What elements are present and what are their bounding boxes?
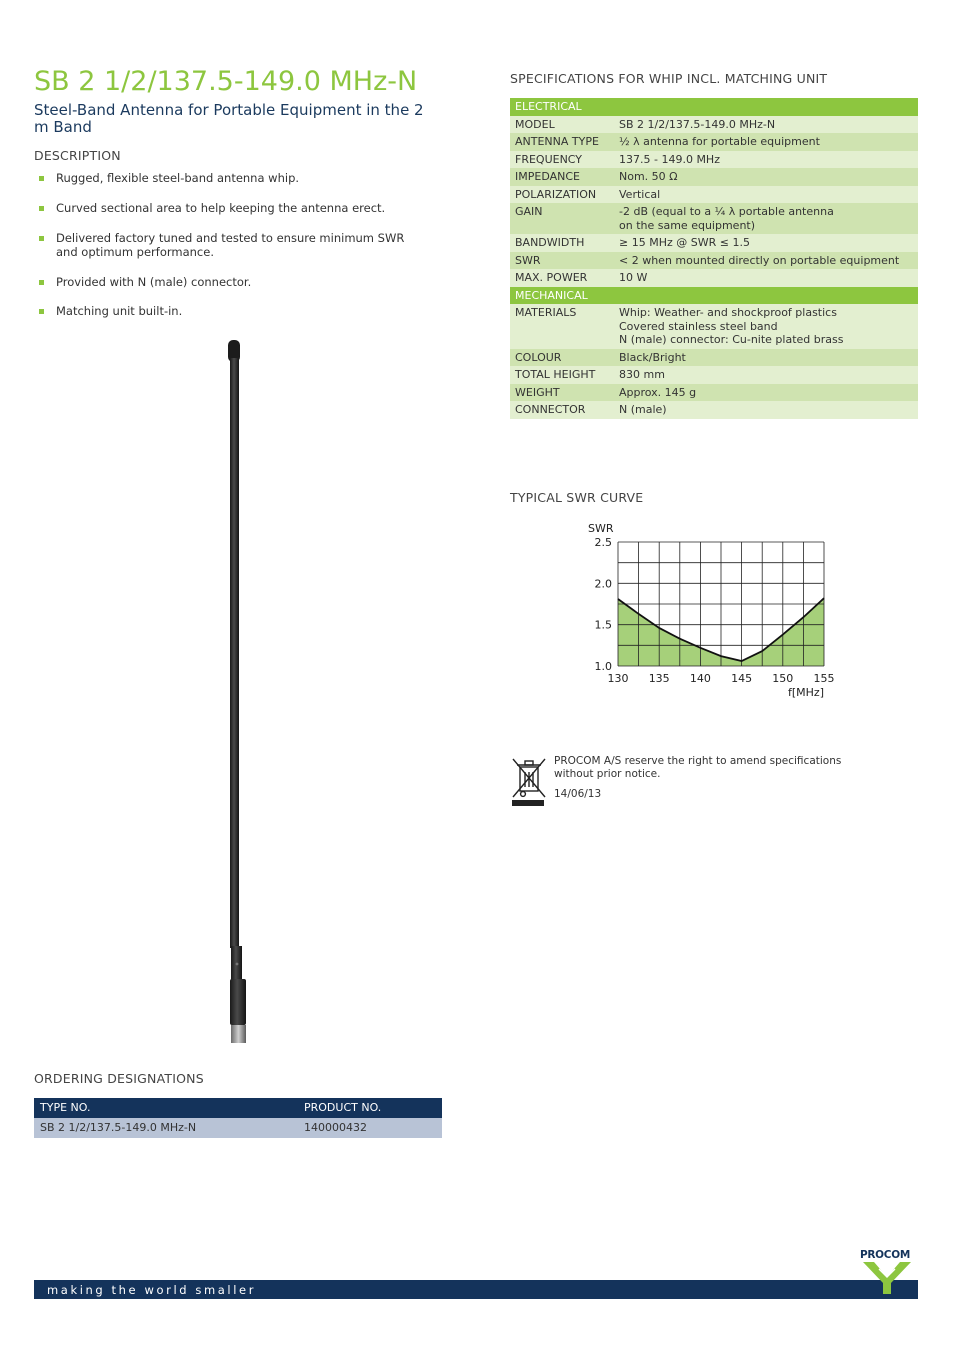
x-tick-label: 130 xyxy=(607,672,629,685)
specs-table xyxy=(510,98,918,419)
spec-value: 137.5 - 149.0 MHz xyxy=(614,151,918,169)
table-row xyxy=(510,234,918,252)
brand-logo-text: PROCOM xyxy=(860,1249,910,1261)
description-heading: DESCRIPTION xyxy=(34,148,121,163)
procom-logo-icon xyxy=(862,1261,912,1295)
table-row xyxy=(510,401,918,419)
page-subtitle: Steel-Band Antenna for Portable Equipment in the 2 m Band xyxy=(34,101,424,136)
ordering-table xyxy=(34,1098,442,1138)
spec-value: Approx. 145 g xyxy=(614,384,918,402)
spec-label: BANDWIDTH xyxy=(510,234,614,252)
column-header-product: PRODUCT NO. xyxy=(298,1098,442,1118)
spec-value: Black/Bright xyxy=(614,349,918,367)
spec-section-header xyxy=(510,287,918,305)
x-tick-label: 135 xyxy=(648,672,670,685)
notice-text: PROCOM A/S reserve the right to amend specifications without prior notice. xyxy=(554,755,842,780)
list-item: Matching unit built-in. xyxy=(38,304,418,318)
spec-value: Whip: Weather- and shockproof plastics Covered stainless steel band N (male) connector: Cu-nite plated brass xyxy=(614,304,918,349)
product-no-cell: 140000432 xyxy=(298,1118,442,1138)
table-row xyxy=(34,1118,442,1138)
table-row xyxy=(510,133,918,151)
spec-value: ≥ 15 MHz @ SWR ≤ 1.5 xyxy=(614,234,918,252)
spec-label: MAX. POWER xyxy=(510,269,614,287)
description-list xyxy=(38,171,418,318)
y-tick-label: 1.0 xyxy=(594,660,612,673)
table-row xyxy=(510,304,918,349)
spec-value: < 2 when mounted directly on portable equipment xyxy=(614,252,918,270)
spec-label: TOTAL HEIGHT xyxy=(510,366,614,384)
swr-chart xyxy=(580,518,850,706)
spec-value: Nom. 50 Ω xyxy=(614,168,918,186)
antenna-image xyxy=(190,336,290,1048)
spec-value: SB 2 1/2/137.5-149.0 MHz-N xyxy=(614,116,918,134)
spec-value: 830 mm xyxy=(614,366,918,384)
list-item: Delivered factory tuned and tested to ensure minimum SWR and optimum performance. xyxy=(38,231,418,259)
list-item: Curved sectional area to help keeping the antenna erect. xyxy=(38,201,418,215)
spec-section-label: MECHANICAL xyxy=(510,287,918,305)
weee-bin-icon xyxy=(510,755,548,809)
x-axis-label: f[MHz] xyxy=(788,686,824,699)
table-row xyxy=(510,116,918,134)
spec-label: MODEL xyxy=(510,116,614,134)
y-tick-label: 2.5 xyxy=(594,536,612,549)
specs-heading: SPECIFICATIONS FOR WHIP INCL. MATCHING UNIT xyxy=(510,71,828,86)
spec-label: SWR xyxy=(510,252,614,270)
footer-tagline: making the world smaller xyxy=(47,1283,257,1297)
spec-label: IMPEDANCE xyxy=(510,168,614,186)
table-row xyxy=(510,349,918,367)
spec-label: WEIGHT xyxy=(510,384,614,402)
swr-heading: TYPICAL SWR CURVE xyxy=(510,490,644,505)
matching-unit xyxy=(230,979,246,1025)
notice-date: 14/06/13 xyxy=(554,788,602,800)
spec-label: MATERIALS xyxy=(510,304,614,349)
table-row xyxy=(510,168,918,186)
table-row xyxy=(510,366,918,384)
table-row xyxy=(510,384,918,402)
spec-label: COLOUR xyxy=(510,349,614,367)
y-tick-label: 1.5 xyxy=(594,618,612,632)
column-header-type: TYPE NO. xyxy=(34,1098,298,1118)
spec-value: ½ λ antenna for portable equipment xyxy=(614,133,918,151)
list-item: Rugged, flexible steel-band antenna whip. xyxy=(38,171,418,185)
ordering-heading: ORDERING DESIGNATIONS xyxy=(34,1071,204,1086)
x-tick-label: 150 xyxy=(772,672,794,685)
type-no-cell: SB 2 1/2/137.5-149.0 MHz-N xyxy=(34,1118,298,1138)
table-row xyxy=(510,252,918,270)
spec-label: CONNECTOR xyxy=(510,401,614,419)
n-connector xyxy=(231,1025,246,1043)
spec-section-label: ELECTRICAL xyxy=(510,98,918,116)
spec-label: POLARIZATION xyxy=(510,186,614,204)
spec-label: GAIN xyxy=(510,203,614,234)
spec-label: FREQUENCY xyxy=(510,151,614,169)
x-tick-label: 140 xyxy=(689,672,711,685)
table-row xyxy=(510,151,918,169)
y-tick-label: 2.0 xyxy=(594,577,612,591)
spec-value: 10 W xyxy=(614,269,918,287)
list-item: Provided with N (male) connector. xyxy=(38,275,418,289)
x-tick-label: 155 xyxy=(813,672,835,685)
antenna-whip xyxy=(230,358,239,948)
spec-section-header xyxy=(510,98,918,116)
page-title: SB 2 1/2/137.5-149.0 MHz-N xyxy=(34,66,418,97)
table-row xyxy=(510,186,918,204)
table-row xyxy=(510,203,918,234)
y-axis-label: SWR xyxy=(588,522,614,535)
spec-value: -2 dB (equal to a ¼ λ portable antenna on the same equipment) xyxy=(614,203,918,234)
spec-label: ANTENNA TYPE xyxy=(510,133,614,151)
spec-value: Vertical xyxy=(614,186,918,204)
spec-value: N (male) xyxy=(614,401,918,419)
table-row xyxy=(510,269,918,287)
x-tick-label: 145 xyxy=(731,672,753,685)
